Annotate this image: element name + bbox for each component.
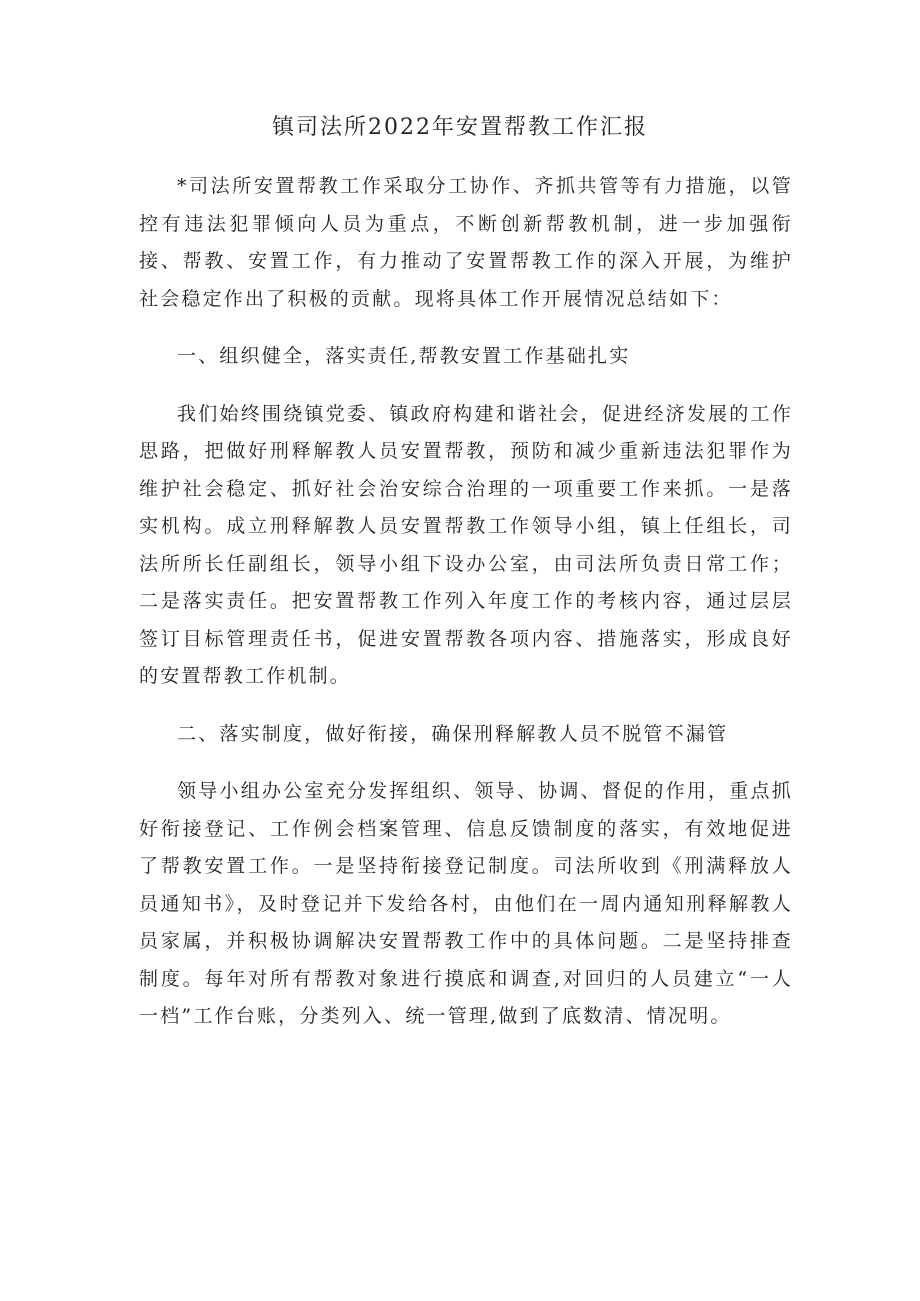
section-heading-1: 一、组织健全，落实责任,帮教安置工作基础扎实 — [177, 345, 631, 367]
section-heading-2: 二、落实制度，做好衔接，确保刑释解教人员不脱管不漏管 — [177, 722, 729, 745]
spacer — [139, 376, 793, 396]
document-body — [139, 168, 793, 1036]
spacer — [139, 696, 793, 716]
section-paragraph-1: 我们始终围绕镇党委、镇政府构建和谐社会，促进经济发展的工作思路，把做好刑释解教人员安置帮教，预防和减少重新违法犯罪作为维护社会稳定、抓好社会治安综合治理的一项重要工作来抓。一是落实机构。成立刑释解教人员安置帮教工作领导小组，镇上任组长，司法所所长任副组长，领导小组下设办公室，由司法所负责日常工作；二是落实责任。把安置帮教工作列入年度工作的考核内容，通过层层签订目标管理责任书，促进安置帮教各项内容、措施落实，形成良好的安置帮教工作机制。 — [139, 402, 793, 687]
intro-paragraph: *司法所安置帮教工作采取分工协作、齐抓共管等有力措施，以管控有违法犯罪倾向人员为重点，不断创新帮教机制，进一步加强衔接、帮教、安置工作，有力推动了安置帮教工作的深入开展，为维护社会稳定作出了积极的贡献。现将具体工作开展情况总结如下： — [139, 175, 793, 310]
spacer — [139, 753, 793, 773]
section-paragraph-2: 领导小组办公室充分发挥组织、领导、协调、督促的作用，重点抓好衔接登记、工作例会档案管理、信息反馈制度的落实，有效地促进了帮教安置工作。一是坚持衔接登记制度。司法所收到《刑满释放人员通知书》，及时登记并下发给各村，由他们在一周内通知刑释解教人员家属，并积极协调解决安置帮教工作中的具体问题。二是坚持排查制度。每年对所有帮教对象进行摸底和调查,对回归的人员建立“一人一档”工作台账，分类列入、统一管理,做到了底数清、情况明。 — [139, 780, 793, 1027]
spacer — [139, 318, 793, 338]
document-title: 镇司法所2022年安置帮教工作汇报 — [272, 115, 648, 140]
